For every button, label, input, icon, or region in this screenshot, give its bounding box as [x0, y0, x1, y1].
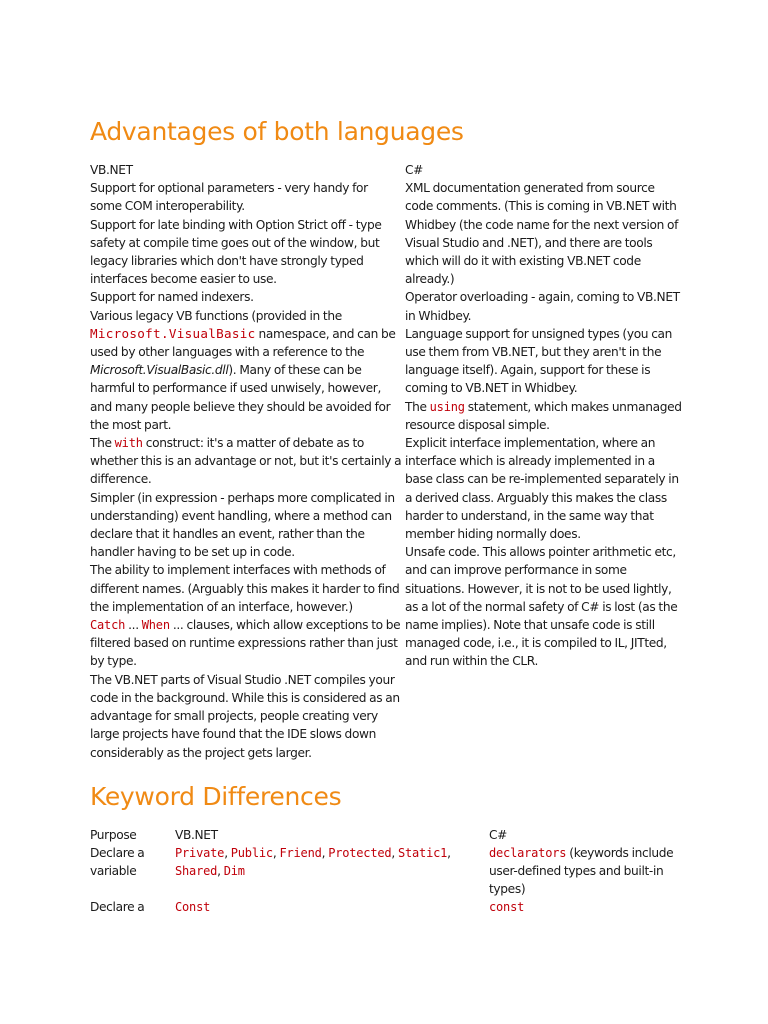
vb-advantage-paragraph — [90, 434, 402, 489]
csharp-advantages-column — [405, 161, 685, 671]
cs-advantage-paragraph: Language support for unsigned types (you can use them from VB.NET, but they aren't in the language itself). Again, support for these is coming to VB.NET in Whidbey. — [405, 326, 673, 396]
table-row-declare-variable-csharp — [489, 844, 689, 899]
keyword-public: Public — [230, 846, 273, 860]
cs-advantage-paragraph — [405, 398, 685, 434]
cs-advantage-paragraph: Unsafe code. This allows pointer arithmetic etc, and can improve performance in some situations. However, it is not to be used lightly, as a lot of the normal safety of C# is lost (as the name implies). Note that unsafe code is still managed code, i.e., it is compiled to IL, JITted, and run within the CLR. — [405, 545, 678, 669]
vb-advantage-paragraph: Simpler (in expression - perhaps more complicated in understanding) event handling, where a method can declare that it handles an event, rather than the handler having to be set up in code. — [90, 490, 395, 560]
vb-advantage-paragraph: Support for late binding with Option Strict off - type safety at compile time goes out of the window, but legacy libraries which don't have strongly typed interfaces become easier to use. — [90, 217, 382, 287]
keyword-dim: Dim — [223, 864, 245, 879]
text: ... clauses, which allow exceptions to be filtered based on runtime expressions rather than just by type. — [90, 618, 401, 669]
vb-advantage-paragraph — [90, 616, 402, 671]
section-heading-keyword-differences: Keyword Differences — [90, 782, 342, 811]
section-heading-advantages: Advantages of both languages — [90, 117, 464, 146]
text: The — [405, 399, 430, 414]
keyword-const-cs: const — [489, 900, 525, 914]
keyword-shared: Shared — [175, 864, 218, 879]
table-row-declare-const-vbnet — [175, 898, 210, 916]
cs-advantage-paragraph: Operator overloading - again, coming to VB.NET in Whidbey. — [405, 290, 680, 323]
text: (keywords include user-defined types and built-in types) — [489, 846, 674, 897]
cs-advantage-paragraph: Explicit interface implementation, where an interface which is already implemented in a base class can be re-implemented separately in a derived class. Arguably this makes the class harder to understand, in the same way that member hiding normally does. — [405, 436, 679, 542]
table-row-declare-variable-vbnet: Private, Public, Friend, Protected, Static1, Shared, Dim — [175, 846, 451, 879]
column-header-vbnet: VB.NET — [90, 163, 133, 177]
table-header-vbnet: VB.NET — [175, 828, 218, 842]
table-row-declare-const-csharp — [489, 898, 524, 916]
vb-advantage-paragraph — [90, 307, 402, 434]
code-using: using — [429, 399, 465, 414]
vbnet-advantages-column — [90, 161, 402, 762]
keyword-friend: Friend — [279, 846, 322, 860]
vb-advantage-paragraph: The VB.NET parts of Visual Studio .NET compiles your code in the background. While this is considered as an advantage for small projects, people creating very large projects have found that the IDE slows down considerably as the project gets larger. — [90, 672, 400, 760]
keyword-protected: Protected — [328, 846, 392, 860]
keyword-private: Private — [175, 846, 225, 860]
table-row-declare-variable-purpose: Declare a variable — [90, 846, 145, 879]
vb-advantage-paragraph: The ability to implement interfaces with methods of different names. (Arguably this makes it harder to find the implementation of an interface, however.) — [90, 563, 400, 614]
text: construct: it's a matter of debate as to whether this is an advantage or not, but it's certainly a difference. — [90, 436, 402, 487]
table-row-declare-const-purpose: Declare a — [90, 900, 145, 914]
keyword-const-vb: Const — [175, 900, 211, 914]
dll-name: Microsoft.VisualBasic.dll — [90, 363, 229, 378]
vb-advantage-paragraph: Support for named indexers. — [90, 290, 254, 305]
text: The — [90, 436, 115, 451]
text: namespace, and can be used by other languages with a reference to the — [90, 326, 396, 360]
keyword-static: Static1 — [397, 846, 448, 860]
text: ... — [125, 618, 142, 633]
keyword-declarators: declarators — [489, 846, 567, 860]
table-header-csharp: C# — [489, 828, 508, 842]
code-when: When — [141, 618, 170, 633]
text: Various legacy VB functions (provided in the — [90, 308, 342, 323]
code-with: with — [114, 436, 143, 451]
column-header-csharp: C# — [405, 163, 424, 177]
text: ). Many of these can be harmful to performance if used unwisely, however, and many people believe they should be avoided for the most part. — [90, 363, 391, 432]
table-header-purpose: Purpose — [90, 828, 137, 842]
code-microsoft-visualbasic: Microsoft.VisualBasic — [90, 325, 256, 341]
vb-advantage-paragraph: Support for optional parameters - very handy for some COM interoperability. — [90, 181, 368, 214]
cs-advantage-paragraph: XML documentation generated from source code comments. (This is coming in VB.NET with Whidbey (the code name for the next version of Visual Studio and .NET), and there are tools which will do it with existing VB.NET code already.) — [405, 181, 679, 287]
text: statement, which makes unmanaged resource disposal simple. — [405, 399, 682, 432]
code-catch: Catch — [90, 618, 126, 633]
